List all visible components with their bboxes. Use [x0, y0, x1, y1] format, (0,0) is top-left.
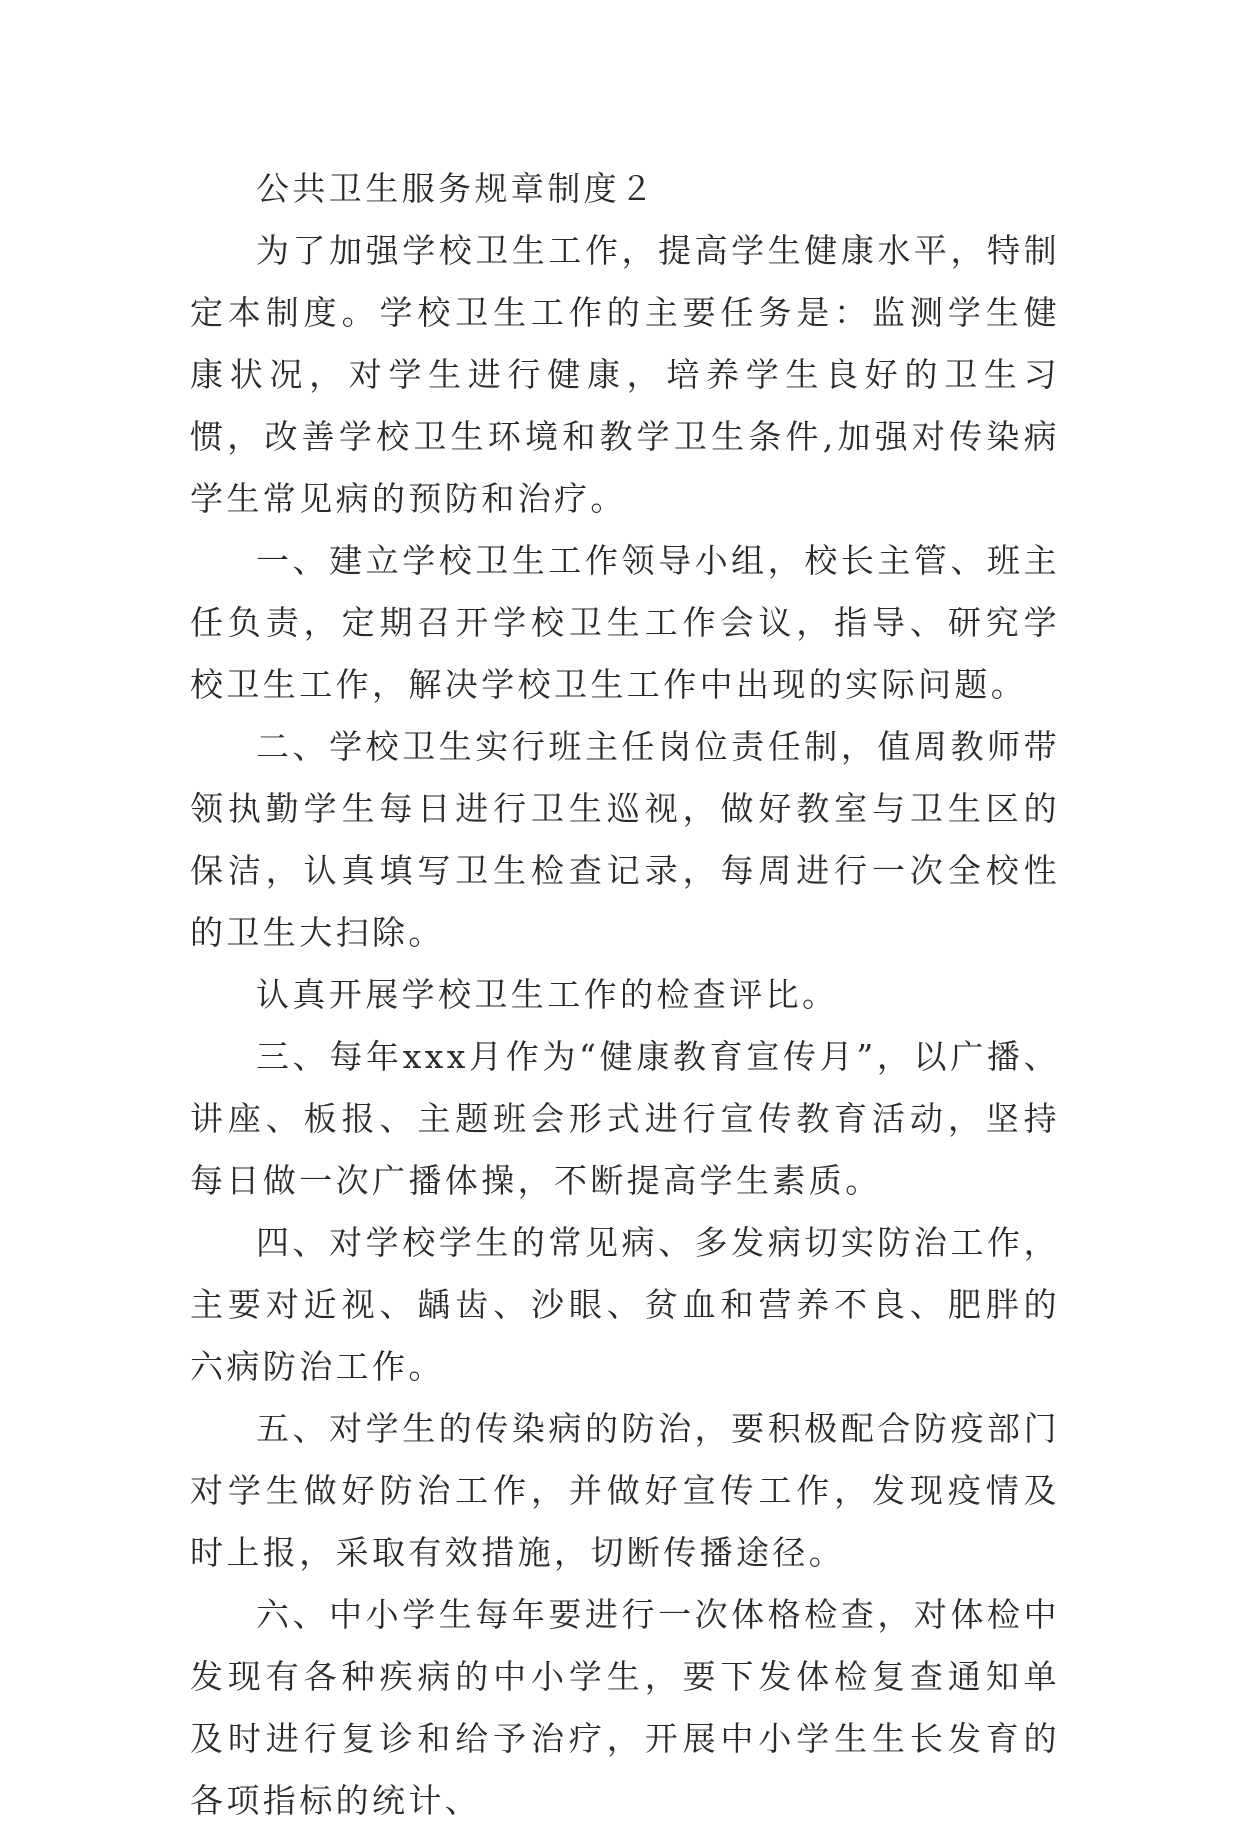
paragraph-item-5: 五、对学生的传染病的防治，要积极配合防疫部门对学生做好防治工作，并做好宣传工作，发现疫情及时上报，采取有效措施，切断传播途径。 [190, 1409, 1060, 1572]
paragraph-item-1: 一、建立学校卫生工作领导小组，校长主管、班主任负责，定期召开学校卫生工作会议，指导、研究学校卫生工作，解决学校卫生工作中出现的实际问题。 [190, 541, 1060, 704]
document-title: 公共卫生服务规章制度２ [256, 169, 657, 208]
paragraph-item-3: 三、每年xxx月作为“健康教育宣传月”，以广播、讲座、板报、主题班会形式进行宣传教育活动，坚持每日做一次广播体操，不断提高学生素质。 [190, 1037, 1060, 1200]
paragraph-intro: 为了加强学校卫生工作，提高学生健康水平，特制定本制度。学校卫生工作的主要任务是：监测学生健康状况，对学生进行健康，培养学生良好的卫生习惯，改善学校卫生环境和教学卫生条件,加强对传染病学生常见病的预防和治疗。 [190, 231, 1060, 518]
paragraph-item-2: 二、学校卫生实行班主任岗位责任制，值周教师带领执勤学生每日进行卫生巡视，做好教室与卫生区的保洁，认真填写卫生检查记录，每周进行一次全校性的卫生大扫除。 [190, 727, 1060, 952]
paragraph-item-6: 六、中小学生每年要进行一次体格检查，对体检中发现有各种疾病的中小学生，要下发体检复查通知单及时进行复诊和给予治疗，开展中小学生生长发育的各项指标的统计、 [190, 1595, 1060, 1820]
paragraph-item-4: 四、对学校学生的常见病、多发病切实防治工作，主要对近视、龋齿、沙眼、贫血和营养不良、肥胖的六病防治工作。 [190, 1223, 1060, 1386]
paragraph-inspection: 认真开展学校卫生工作的检查评比。 [256, 975, 839, 1014]
document-body [190, 158, 1060, 1832]
